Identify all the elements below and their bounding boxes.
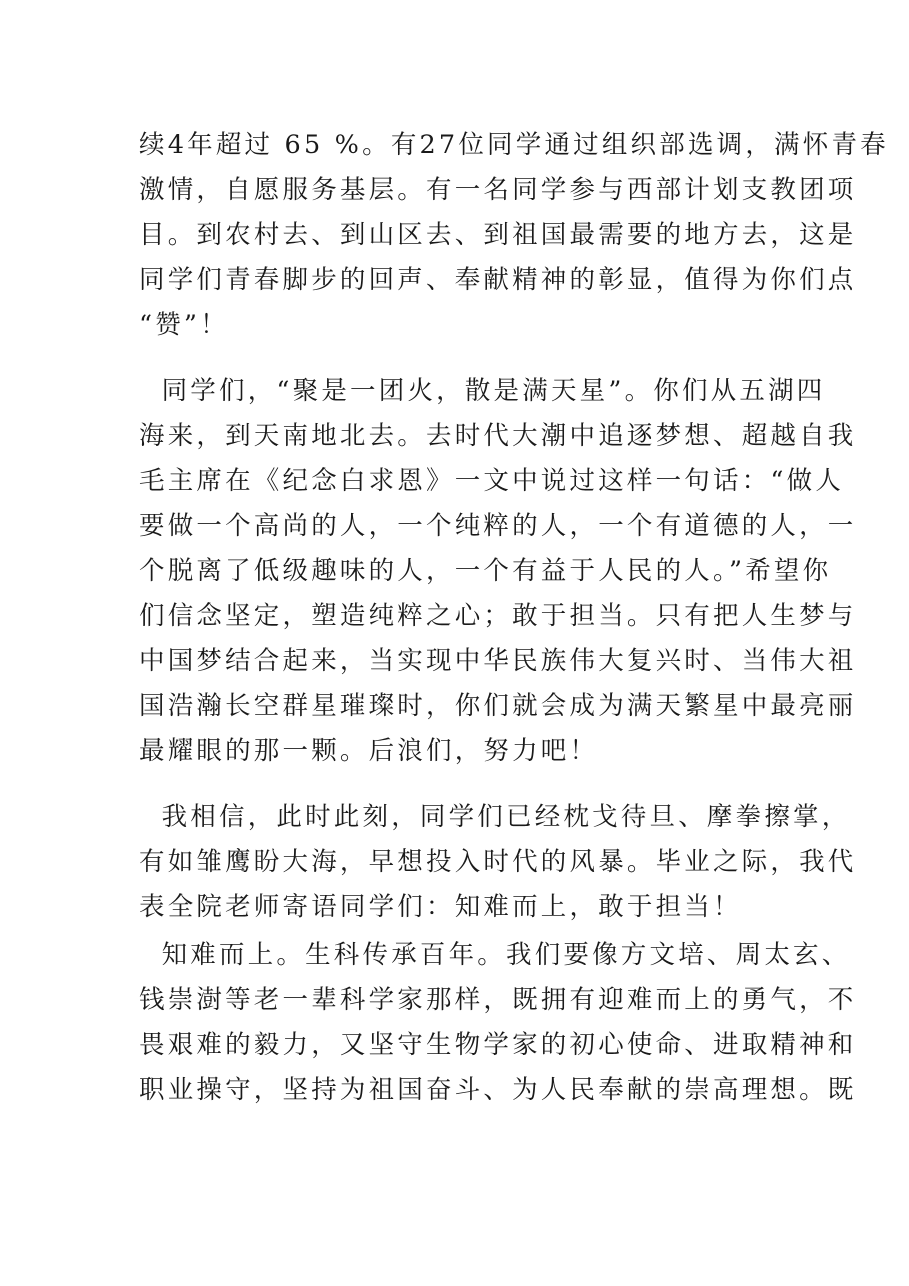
text-line: 要做一个高尚的人，一个纯粹的人，一个有道德的人，一 [139,511,857,541]
text-line: 知难而上。生科传承百年。我们要像方文培、周太玄、 [139,940,851,970]
text-line: 表全院老师寄语同学们：知难而上，敢于担当！ [139,892,742,922]
text-line: 毛主席在《纪念白求恩》一文中说过这样一句话：“做人 [139,466,845,496]
text-line: 海来，到天南地北去。去时代大潮中追逐梦想、超越自我 [139,421,857,451]
text-line: 目。到农村去、到山区去、到祖国最需要的地方去，这是 [139,220,857,250]
text-line: 职业操守，坚持为祖国奋斗、为人民奉献的崇高理想。既 [139,1075,857,1105]
text-line: 钱崇澍等老一辈科学家那样，既拥有迎难而上的勇气，不 [139,985,857,1015]
text-line: 最耀眼的那一颗。后浪们，努力吧！ [139,736,599,766]
paragraph-1 [139,123,889,348]
text-line: 同学们，“聚是一团火，散是满天星”。你们从五湖四 [139,376,826,406]
text-line: 续4年超过 65 %。有27位同学通过组织部选调，满怀青春 [139,130,889,160]
text-line: 国浩瀚长空群星璀璨时，你们就会成为满天繁星中最亮丽 [139,691,857,721]
paragraph-4 [139,933,857,1113]
text-line: 中国梦结合起来，当实现中华民族伟大复兴时、当伟大祖 [139,646,857,676]
text-line: “赞”！ [139,310,229,340]
text-line: 同学们青春脚步的回声、奉献精神的彰显，值得为你们点 [139,265,857,295]
text-line: 畏艰难的毅力，又坚守生物学家的初心使命、进取精神和 [139,1030,857,1060]
text-line: 我相信，此时此刻，同学们已经枕戈待旦、摩拳擦掌， [139,802,851,832]
text-line: 激情，自愿服务基层。有一名同学参与西部计划支教团项 [139,175,857,205]
paragraph-2 [139,369,857,774]
paragraph-3 [139,795,857,930]
text-line: 们信念坚定，塑造纯粹之心；敢于担当。只有把人生梦与 [139,601,857,631]
text-line: 有如雏鹰盼大海，早想投入时代的风暴。毕业之际，我代 [139,847,857,877]
text-line: 个脱离了低级趣味的人，一个有益于人民的人。”希望你 [139,556,832,586]
